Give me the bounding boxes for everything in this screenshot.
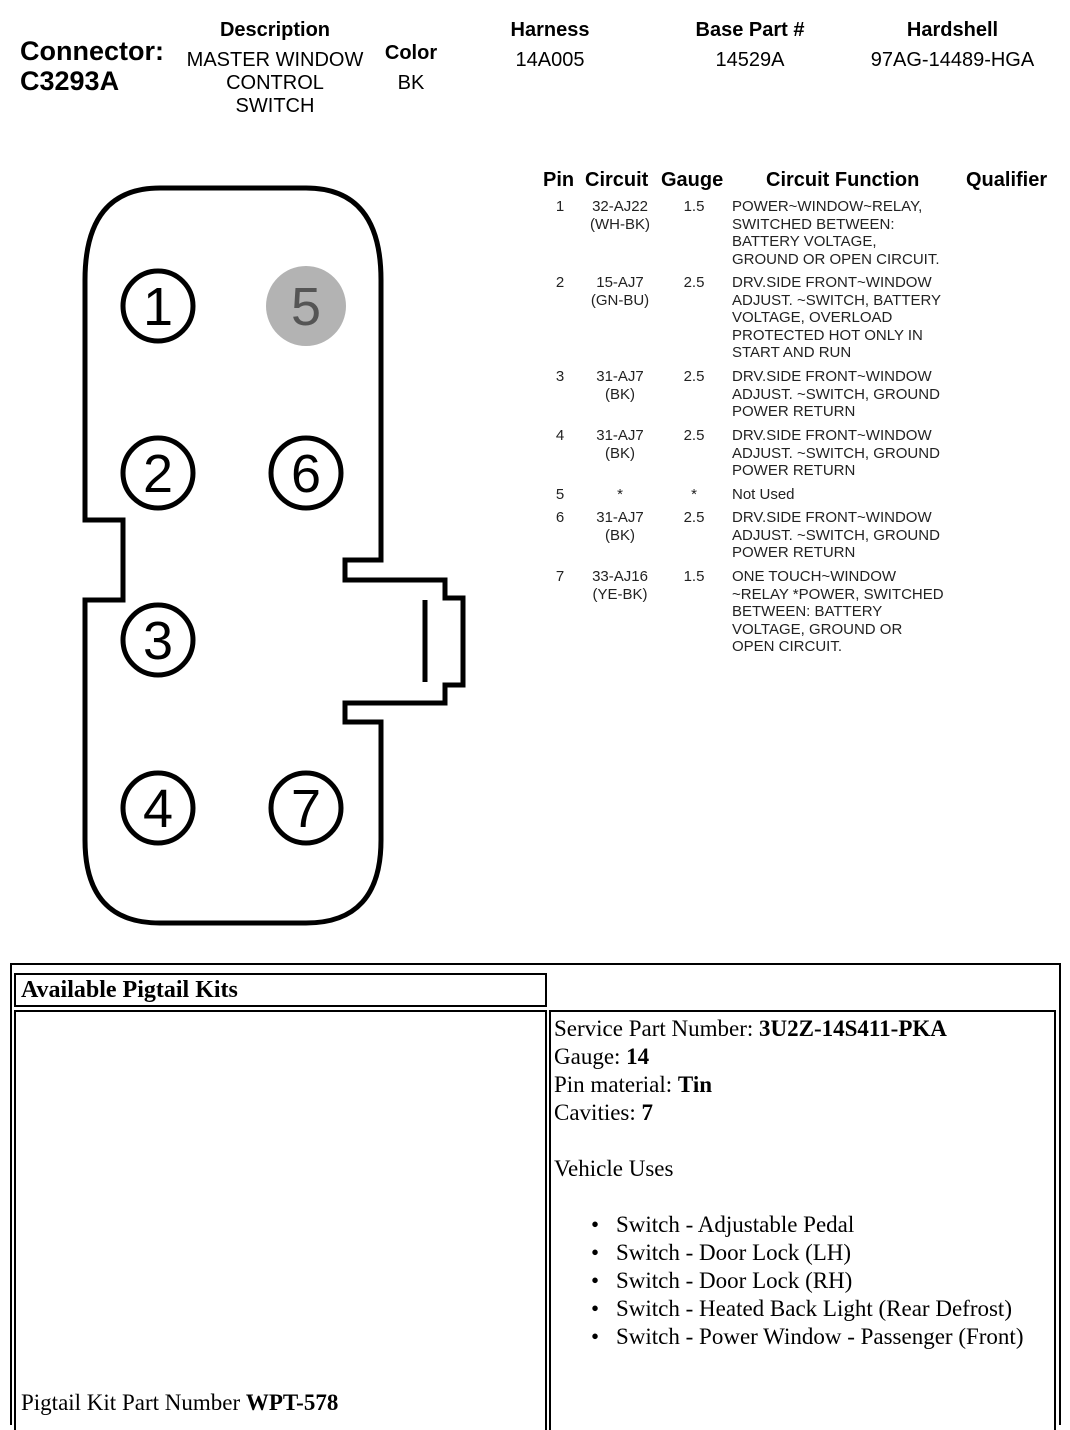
gauge-line: Gauge: 14 (554, 1044, 650, 1069)
pin-circuit-function: DRV.SIDE FRONT~WINDOW ADJUST. ~SWITCH, BATTERY VOLTAGE, OVERLOAD PROTECTED HOT ONLY IN START AND RUN (732, 274, 942, 362)
pin-circuit: 31-AJ7 (BK) (596, 509, 644, 544)
connector-pin-1 (123, 271, 193, 341)
color-value: BK (397, 72, 425, 94)
pin-number: 5 (555, 486, 565, 503)
pigtail-kit-part: Pigtail Kit Part Number WPT-578 (21, 1390, 339, 1415)
qualifier-column-header: Qualifier (966, 169, 1048, 191)
pigtail-left-cell (14, 1010, 547, 1430)
description-header: Description (219, 19, 331, 41)
bullet-icon: • (591, 1240, 600, 1265)
connector-pin-4 (123, 773, 193, 843)
pin-number: 1 (555, 198, 565, 215)
pin-circuit-function: Not Used (732, 486, 795, 503)
pin-gauge: 1.5 (683, 568, 705, 585)
pin-circuit: 31-AJ7 (BK) (596, 427, 644, 462)
connector-label: Connector: (20, 36, 164, 66)
pin-label: 7 (290, 779, 322, 839)
pin-circuit: 31-AJ7 (BK) (596, 368, 644, 403)
pin-circuit: * (617, 486, 623, 503)
connector-pin-3 (123, 605, 193, 675)
base-part-header: Base Part # (695, 19, 805, 41)
pin-number: 2 (555, 274, 565, 291)
pin-label: 2 (142, 444, 174, 504)
pin-circuit-function: ONE TOUCH~WINDOW ~RELAY *POWER, SWITCHED BETWEEN: BATTERY VOLTAGE, GROUND OR OPEN CIRCUIT. (732, 568, 944, 656)
bullet-icon: • (591, 1268, 600, 1293)
pin-label: 3 (142, 611, 174, 671)
pin-circuit: 15-AJ7 (GN-BU) (590, 274, 650, 309)
vehicle-use-item: • Switch - Adjustable Pedal (591, 1212, 855, 1237)
pin-gauge: 1.5 (683, 198, 705, 215)
bullet-icon: • (591, 1296, 600, 1321)
harness-value: 14A005 (515, 49, 585, 71)
pin-number: 4 (555, 427, 565, 444)
pin-number: 6 (555, 509, 565, 526)
pin-gauge: 2.5 (683, 427, 705, 444)
pin-gauge: 2.5 (683, 368, 705, 385)
pigtail-title: Available Pigtail Kits (21, 977, 238, 1003)
pin-circuit-function: DRV.SIDE FRONT~WINDOW ADJUST. ~SWITCH, GROUND POWER RETURN (732, 509, 940, 562)
gauge-column-header: Gauge (661, 169, 724, 191)
vehicle-uses-list (554, 1211, 1054, 1351)
connector-pin-6 (271, 438, 341, 508)
connector-face-diagram (0, 150, 520, 940)
cavities-line: Cavities: 7 (554, 1100, 654, 1125)
vehicle-use-item: • Switch - Power Window - Passenger (Front) (591, 1324, 1024, 1349)
function-column-header: Circuit Function (766, 169, 920, 191)
connector-pin-2 (123, 438, 193, 508)
pin-circuit: 32-AJ22 (WH-BK) (590, 198, 650, 233)
pin-label: 6 (290, 444, 322, 504)
bullet-icon: • (591, 1324, 600, 1349)
pin-circuit-function: DRV.SIDE FRONT~WINDOW ADJUST. ~SWITCH, GROUND POWER RETURN (732, 427, 940, 480)
description-value: MASTER WINDOW CONTROL SWITCH (186, 49, 364, 117)
pin-circuit-function: DRV.SIDE FRONT~WINDOW ADJUST. ~SWITCH, GROUND POWER RETURN (732, 368, 940, 421)
pin-label: 4 (142, 779, 174, 839)
pin-label: 5 (290, 277, 322, 337)
connector-id: C3293A (20, 66, 120, 96)
pin-number: 3 (555, 368, 565, 385)
connector-pin-7 (271, 773, 341, 843)
pin-number: 7 (555, 568, 565, 585)
pin-material-line: Pin material: Tin (554, 1072, 713, 1097)
service-part-line: Service Part Number: 3U2Z-14S411-PKA (554, 1016, 947, 1041)
hardshell-header: Hardshell (906, 19, 999, 41)
connector-pin-5 (266, 266, 346, 346)
pin-gauge: * (691, 486, 697, 503)
bullet-icon: • (591, 1212, 600, 1237)
pigtail-right-cell (549, 1010, 1056, 1430)
vehicle-use-item: • Switch - Door Lock (RH) (591, 1268, 853, 1293)
pin-label: 1 (142, 277, 174, 337)
service-part-number: 3U2Z-14S411-PKA (759, 1016, 947, 1041)
hardshell-value: 97AG-14489-HGA (870, 49, 1035, 71)
base-part-value: 14529A (715, 49, 785, 71)
pin-gauge: 2.5 (683, 509, 705, 526)
pin-gauge: 2.5 (683, 274, 705, 291)
pin-circuit-function: POWER~WINDOW~RELAY, SWITCHED BETWEEN: BATTERY VOLTAGE, GROUND OR OPEN CIRCUIT. (732, 198, 940, 268)
pigtail-title-cell (14, 973, 547, 1007)
circuit-column-header: Circuit (585, 169, 649, 191)
pin-circuit: 33-AJ16 (YE-BK) (592, 568, 648, 603)
harness-header: Harness (510, 19, 590, 41)
pin-column-header: Pin (543, 169, 575, 191)
pigtail-kit-part-number: WPT-578 (245, 1390, 339, 1415)
vehicle-use-item: • Switch - Door Lock (LH) (591, 1240, 852, 1265)
color-header: Color (384, 42, 438, 64)
vehicle-uses-label: Vehicle Uses (554, 1156, 674, 1181)
pigtail-details (554, 1015, 1054, 1351)
vehicle-use-item: • Switch - Heated Back Light (Rear Defrost) (591, 1296, 1012, 1321)
